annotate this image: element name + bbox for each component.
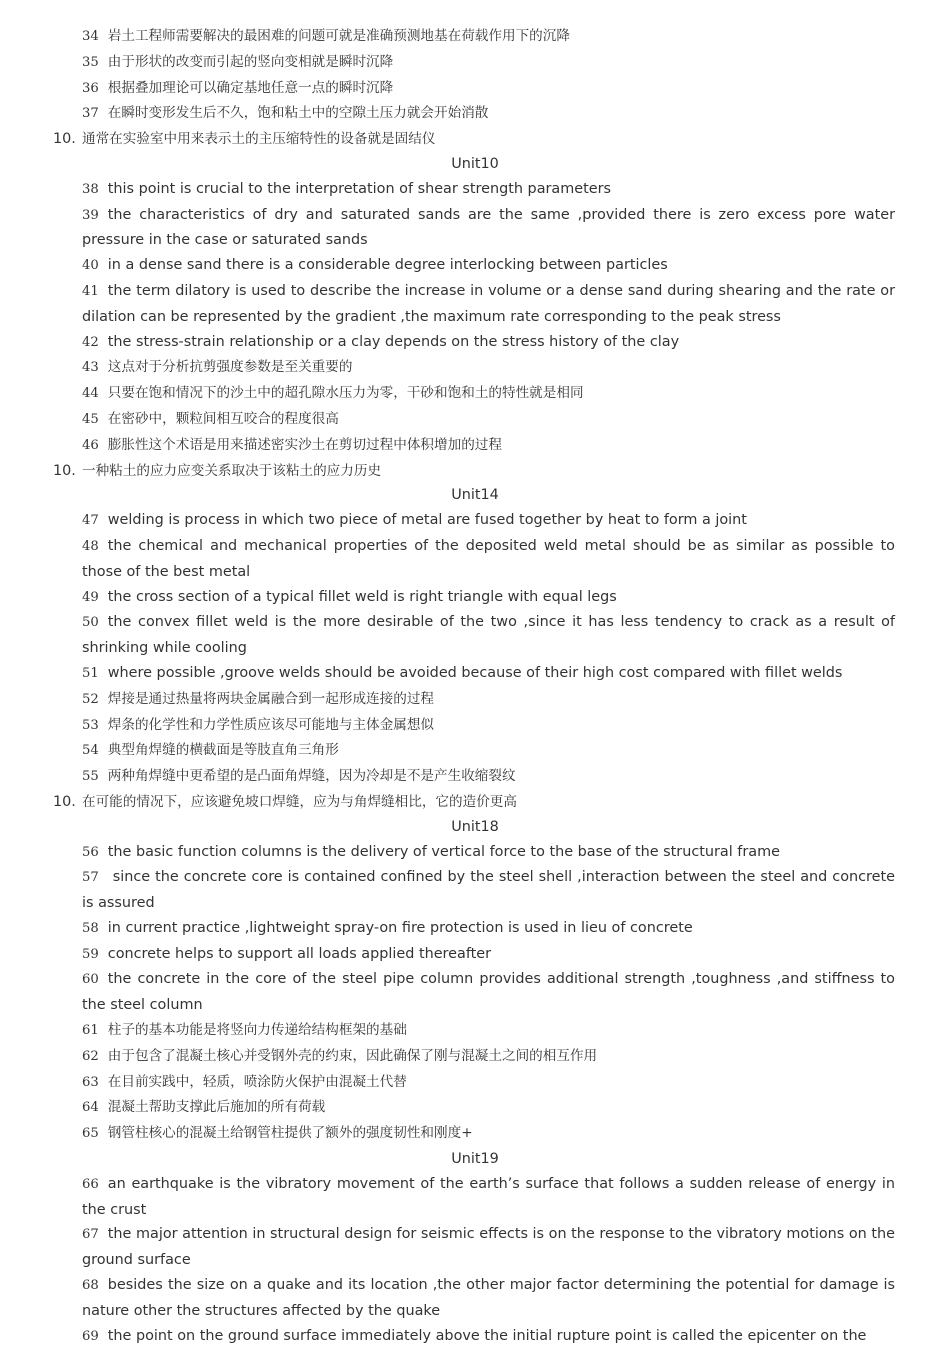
sentence-text: 在密砂中，颗粒间相互咬合的程度很高 [107, 410, 339, 427]
sentence-number: 43 [82, 360, 99, 376]
sentence-number: 64 [82, 1100, 99, 1116]
sentence-item [0, 1044, 950, 1070]
sentence-item [0, 942, 950, 968]
unit-heading: Unit18 [451, 818, 499, 835]
sentence-number: 58 [82, 920, 99, 936]
unit-heading: Unit19 [451, 1151, 499, 1168]
sentence-text: the stress-strain relationship or a clay depends on the stress history of the clay [107, 333, 680, 350]
summary-text: 在可能的情况下，应该避免坡口焊缝，应为与角焊缝相比，它的造价更高 [82, 793, 517, 810]
sentence-item [0, 407, 950, 433]
summary-text: 一种粘土的应力应变关系取决于该粘土的应力历史 [82, 462, 382, 479]
sentence-item [0, 687, 950, 713]
sentence-item [0, 279, 950, 330]
sentence-number: 37 [82, 106, 99, 122]
sentence-item [0, 1222, 950, 1273]
sentence-item [0, 1172, 950, 1223]
sentence-text: the major attention in structural design for seismic effects is on the response to the vibratory motions on the ground surface [82, 1226, 895, 1269]
sentence-number: 60 [82, 972, 99, 988]
sentence-number: 45 [82, 411, 99, 427]
sentence-item [0, 610, 950, 661]
sentence-item [0, 381, 950, 407]
document-body [0, 24, 950, 1349]
sentence-text: 在瞬时变形发生后不久，饱和粘土中的空隙土压力就会开始消散 [107, 105, 489, 122]
sentence-item [0, 865, 950, 916]
sentence-text: 钢管柱核心的混凝土给钢管柱提供了额外的强度韧性和刚度+ [107, 1125, 473, 1142]
sentence-item [0, 738, 950, 764]
summary-number: 10. [53, 462, 76, 479]
sentence-item [0, 967, 950, 1018]
sentence-text: 根据叠加理论可以确定基地任意一点的瞬时沉降 [107, 79, 394, 96]
sentence-number: 68 [82, 1278, 99, 1294]
sentence-number: 69 [82, 1328, 99, 1344]
sentence-number: 44 [82, 386, 99, 402]
sentence-number: 38 [82, 181, 99, 197]
sentence-number: 42 [82, 334, 99, 350]
sentence-text: 岩土工程师需要解决的最困难的问题可就是准确预测地基在荷载作用下的沉降 [107, 28, 570, 44]
sentence-number: 67 [82, 1227, 99, 1243]
sentence-text: the concrete in the core of the steel pipe column provides additional strength ,toughness ,and stiffness to the steel column [82, 971, 895, 1014]
sentence-text: 在目前实践中，轻质，喷涂防火保护由混凝土代替 [107, 1073, 407, 1090]
sentence-text: welding is process in which two piece of metal are fused together by heat to form a joint [107, 512, 747, 529]
sentence-text: 由于包含了混凝土核心并受钢外壳的约束，因此确保了刚与混凝土之间的相互作用 [107, 1047, 598, 1064]
sentence-item [0, 1273, 950, 1324]
sentence-item [0, 1095, 950, 1121]
sentence-item [0, 355, 950, 381]
sentence-number: 56 [82, 844, 99, 860]
summary-number: 10. [53, 131, 76, 148]
sentence-number: 50 [82, 615, 99, 631]
sentence-item [0, 508, 950, 534]
sentence-text: 由于形状的改变而引起的竖向变相就是瞬时沉降 [107, 53, 394, 70]
sentence-text: 两种角焊缝中更希望的是凸面角焊缝，因为冷却是不是产生收缩裂纹 [107, 768, 516, 785]
sentence-text: since the concrete core is contained confined by the steel shell ,interaction between the steel and concrete is assured [82, 869, 895, 912]
sentence-text: the convex fillet weld is the more desirable of the two ,since it has less tendency to crack as a result of shrinking while cooling [82, 614, 895, 657]
sentence-item [0, 50, 950, 76]
sentence-item [0, 177, 950, 203]
sentence-number: 51 [82, 665, 99, 681]
sentence-item [0, 840, 950, 866]
sentence-text: 只要在饱和情况下的沙土中的超孔隙水压力为零，干砂和饱和土的特性就是相同 [107, 385, 584, 402]
sentence-number: 61 [82, 1023, 99, 1039]
sentence-number: 39 [82, 207, 99, 223]
summary-number: 10. [53, 793, 76, 810]
sentence-item [0, 764, 950, 790]
sentence-text: the chemical and mechanical properties of the deposited weld metal should be as similar as possible to those of the best metal [82, 537, 895, 580]
sentence-text: the characteristics of dry and saturated sands are the same ,provided there is zero excess pore water pressure in the case or saturated sands [82, 206, 895, 249]
sentence-item [0, 534, 950, 585]
sentence-number: 35 [82, 54, 99, 70]
sentence-item [0, 585, 950, 611]
sentence-number: 48 [82, 538, 99, 554]
sentence-item [0, 253, 950, 279]
sentence-text: in a dense sand there is a considerable degree interlocking between particles [107, 257, 668, 274]
sentence-item [0, 330, 950, 356]
sentence-item [0, 916, 950, 942]
unit-heading: Unit10 [451, 155, 499, 172]
sentence-number: 66 [82, 1176, 99, 1192]
sentence-text: where possible ,groove welds should be avoided because of their high cost compared with fillet welds [107, 664, 843, 681]
sentence-text: concrete helps to support all loads applied thereafter [107, 945, 492, 962]
sentence-number: 65 [82, 1126, 99, 1142]
sentence-item [0, 433, 950, 459]
sentence-number: 47 [82, 513, 99, 529]
sentence-number: 57 [82, 870, 99, 886]
sentence-number: 40 [82, 258, 99, 274]
sentence-text: the point on the ground surface immediately above the initial rupture point is called the epicenter on the [107, 1327, 867, 1344]
sentence-text: 焊接是通过热量将两块金属融合到一起形成连接的过程 [107, 690, 435, 707]
sentence-text: in current practice ,lightweight spray-on fire protection is used in lieu of concrete [107, 919, 693, 936]
sentence-item [0, 101, 950, 127]
sentence-number: 59 [82, 946, 99, 962]
sentence-item [0, 1121, 950, 1147]
sentence-item [0, 24, 950, 50]
sentence-item [0, 1018, 950, 1044]
sentence-text: 柱子的基本功能是将竖向力传递给结构框架的基础 [107, 1022, 407, 1039]
sentence-number: 63 [82, 1074, 99, 1090]
sentence-item [0, 713, 950, 739]
sentence-number: 41 [82, 283, 99, 299]
sentence-text: the basic function columns is the delivery of vertical force to the base of the structural frame [107, 843, 780, 860]
sentence-number: 53 [82, 717, 99, 733]
sentence-number: 49 [82, 589, 99, 605]
sentence-text: 膨胀性这个术语是用来描述密实沙土在剪切过程中体积增加的过程 [107, 436, 502, 453]
summary-text: 通常在实验室中用来表示土的主压缩特性的设备就是固结仪 [82, 131, 436, 148]
sentence-text: an earthquake is the vibratory movement of the earth’s surface that follows a sudden release of energy in the crust [82, 1175, 895, 1218]
sentence-number: 52 [82, 691, 99, 707]
sentence-item [0, 203, 950, 254]
sentence-text: this point is crucial to the interpretation of shear strength parameters [107, 180, 612, 197]
sentence-number: 54 [82, 743, 99, 759]
sentence-number: 62 [82, 1048, 99, 1064]
sentence-text: 混凝土帮助支撑此后施加的所有荷载 [107, 1099, 326, 1116]
sentence-number: 34 [82, 29, 99, 44]
sentence-text: the cross section of a typical fillet weld is right triangle with equal legs [107, 588, 617, 605]
sentence-item [0, 661, 950, 687]
sentence-text: besides the size on a quake and its location ,the other major factor determining the potential for damage is nature other the structures affected by the quake [82, 1277, 895, 1319]
sentence-text: 这点对于分析抗剪强度参数是至关重要的 [107, 359, 353, 376]
summary-sentence [0, 127, 950, 152]
sentence-item [0, 1324, 950, 1349]
sentence-text: the term dilatory is used to describe the increase in volume or a dense sand during shearing and the rate or dilation can be represented by the gradient ,the maximum rate corresponding to the peak stress [82, 282, 895, 325]
sentence-number: 55 [82, 769, 99, 785]
sentence-item [0, 76, 950, 102]
sentence-number: 46 [82, 437, 99, 453]
unit-heading: Unit14 [451, 487, 499, 504]
sentence-text: 焊条的化学性和力学性质应该尽可能地与主体金属想似 [107, 716, 435, 733]
summary-sentence [0, 790, 950, 815]
sentence-item [0, 1070, 950, 1096]
sentence-number: 36 [82, 80, 99, 96]
sentence-text: 典型角焊缝的横截面是等肢直角三角形 [107, 742, 339, 759]
summary-sentence [0, 459, 950, 484]
